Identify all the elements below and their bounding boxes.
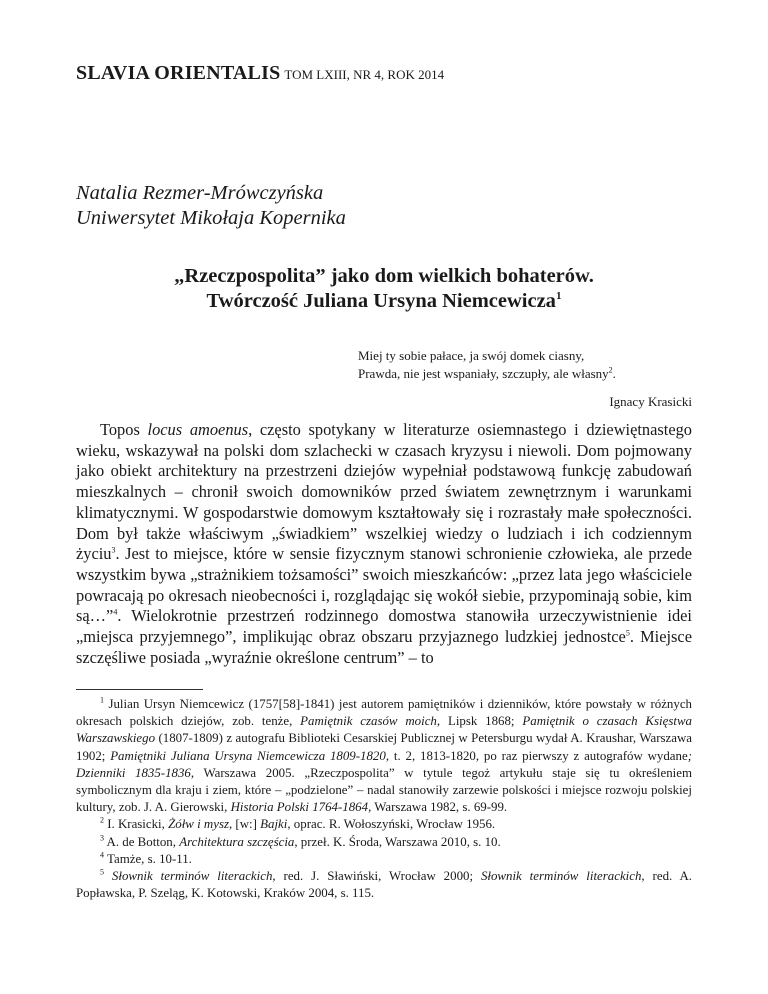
footnote-2-mark: 2 [100,816,104,826]
footnotes [76,696,692,902]
footnote-4-mark: 4 [100,850,104,860]
motto-line-1: Miej ty sobie pałace, ja swój domek ciasny, [358,348,585,363]
footnote-1-text-5: , Warszawa 2005. „Rzeczpospolita” w tytule tegoż artykułu staje się tu określeniem symbolicznym dla kraju i ziem, które – „podzielone” – nadal stanowiły zarzewie polskości i miejsce rozwoju polskiej kultury, zob. J. A. Gierowski, [76,765,693,815]
article-title [76,264,692,313]
footnote-2-italic-1: Żółw i mysz [168,817,229,832]
footnote-3-text-1: A. de Botton, [106,834,180,849]
footnote-ref-1[interactable]: 1 [555,289,562,302]
body-text [76,420,692,668]
body-segment-3: . Wielokrotnie przestrzeń rodzinnego domostwa stanowiła urzeczywistnienie idei „miejsca przyjemnego”, implikując obraz obszaru przyjaznego ludzkiej jednostce [76,606,692,647]
footnote-2 [76,816,692,833]
motto-line-2-text: Prawda, nie jest wspaniały, szczupły, ale własny [358,366,609,381]
title-line-2-text: Twórczość Juliana Ursyna Niemcewicza [206,289,556,312]
footnote-ref-2[interactable]: 2 [608,365,613,375]
footnote-2-italic-2: Bajki [260,817,288,832]
footnote-1-mark: 1 [100,695,104,705]
motto [358,347,692,411]
title-line-2 [76,289,692,314]
footnote-2-text-1: I. Krasicki, [107,817,169,832]
issue-info: TOM LXIII, NR 4, ROK 2014 [284,67,445,82]
body-segment-1b: , często spotykany w literaturze osiemnastego i dziewiętnastego wieku, wskazywał na polski dom szlachecki w czasach kryzysu i niewoli. Dom pojmowany jako obiekt architektury na przestrzeni dziejów wypełniał podstawową funkcję zabudowań mieszkalnych – chronił swoich domowników przed światem zewnętrznym i warunkami klimatycznymi. W gospodarstwie domowym kształtowały się i rozrastały małe społeczności. Dom był także właściwym „świadkiem” wszelkiej wiedzy o ludziach i ich codziennym życiu [76,420,692,564]
author-name: Natalia Rezmer-Mrówczyńska [76,182,324,204]
title-line-1: „Rzeczpospolita” jako dom wielkich bohaterów. [174,265,594,287]
footnote-1-text-4: , t. 2, 1813-1820, po raz pierwszy z autografów wydane [385,748,688,763]
footnote-1-text-3: (1807-1809) z autografu Biblioteki Cesarskiej Publicznej w Petersburgu wydał A. Kraushar, Warszawa 1902; [76,731,692,763]
footnote-2-text-3: , oprac. R. Wołoszyński, Wrocław 1956. [287,817,496,832]
author-affiliation: Uniwersytet Mikołaja Kopernika [76,207,346,229]
footnote-3-italic-1: Architektura szczęścia [179,834,295,849]
footnote-1-italic-2: Pamiętnik o czasach Księstwa Warszawskiego [76,714,692,746]
journal-name: SLAVIA ORIENTALIS [76,62,281,84]
journal-header [76,62,696,85]
footnote-ref-4[interactable]: 4 [113,607,118,617]
footnote-4 [76,851,692,868]
body-segment-1a: Topos [100,420,148,439]
footnote-3 [76,834,692,851]
footnote-5-italic-2: Słownik terminów literackich [480,869,642,884]
body-paragraph [76,420,692,668]
footnote-1-italic-4: ; Dzienniki 1835-1836 [76,748,692,780]
footnote-5 [76,868,692,902]
footnote-1-italic-5: Historia Polski 1764-1864 [230,800,369,815]
footnote-1-italic-3: Pamiętniki Juliana Ursyna Niemcewicza 1809-1820 [110,748,386,763]
footnote-ref-5[interactable]: 5 [625,628,630,638]
motto-author: Ignacy Krasicki [609,394,692,409]
footnote-3-mark: 3 [100,833,104,843]
footnote-ref-3[interactable]: 3 [111,545,116,555]
footnote-1-text-1: Julian Ursyn Niemcewicz (1757[58]-1841) jest autorem pamiętników i dzienników, które powstały w różnych okresach polskich dziejów, zob. tenże, [76,697,692,729]
footnote-3-text-2: , przeł. K. Środa, Warszawa 2010, s. 10. [294,834,501,849]
motto-line-2 [358,365,692,383]
footnote-1-text-6: , Warszawa 1982, s. 69-99. [368,800,508,815]
author-block [76,181,346,231]
footnote-5-mark: 5 [100,867,104,877]
footnote-1-text-2: , Lipsk 1868; [436,714,523,729]
footnote-1-italic-1: Pamiętnik czasów moich [300,714,437,729]
body-term-locus-amoenus: locus amoenus [147,420,249,439]
body-segment-4: . Miejsce szczęśliwe posiada „wyraźnie określone centrum” – to [76,627,692,667]
motto-line-2-end: . [612,366,616,381]
footnote-5-italic-1: Słownik terminów literackich [111,869,273,884]
footnote-5-text-2: , red. A. Popławska, P. Szeląg, K. Kotowski, Kraków 2004, s. 115. [76,869,692,901]
body-segment-2: . Jest to miejsce, które w sensie fizycznym stanowi schronienie człowieka, ale przede wszystkim bywa „strażnikiem tożsamości” swoich mieszkańców: „przez lata jego właściciele powracają po okresach nieobecności i, rozglądając się wokół siebie, przypominają sobie, kim są…” [76,544,692,626]
footnote-divider [76,689,203,690]
footnote-4-text-1: Tamże, s. 10-11. [107,851,192,866]
footnote-2-text-2: , [w:] [228,817,261,832]
footnote-1 [76,696,692,816]
footnote-5-text-1: , red. J. Sławiński, Wrocław 2000; [272,869,481,884]
